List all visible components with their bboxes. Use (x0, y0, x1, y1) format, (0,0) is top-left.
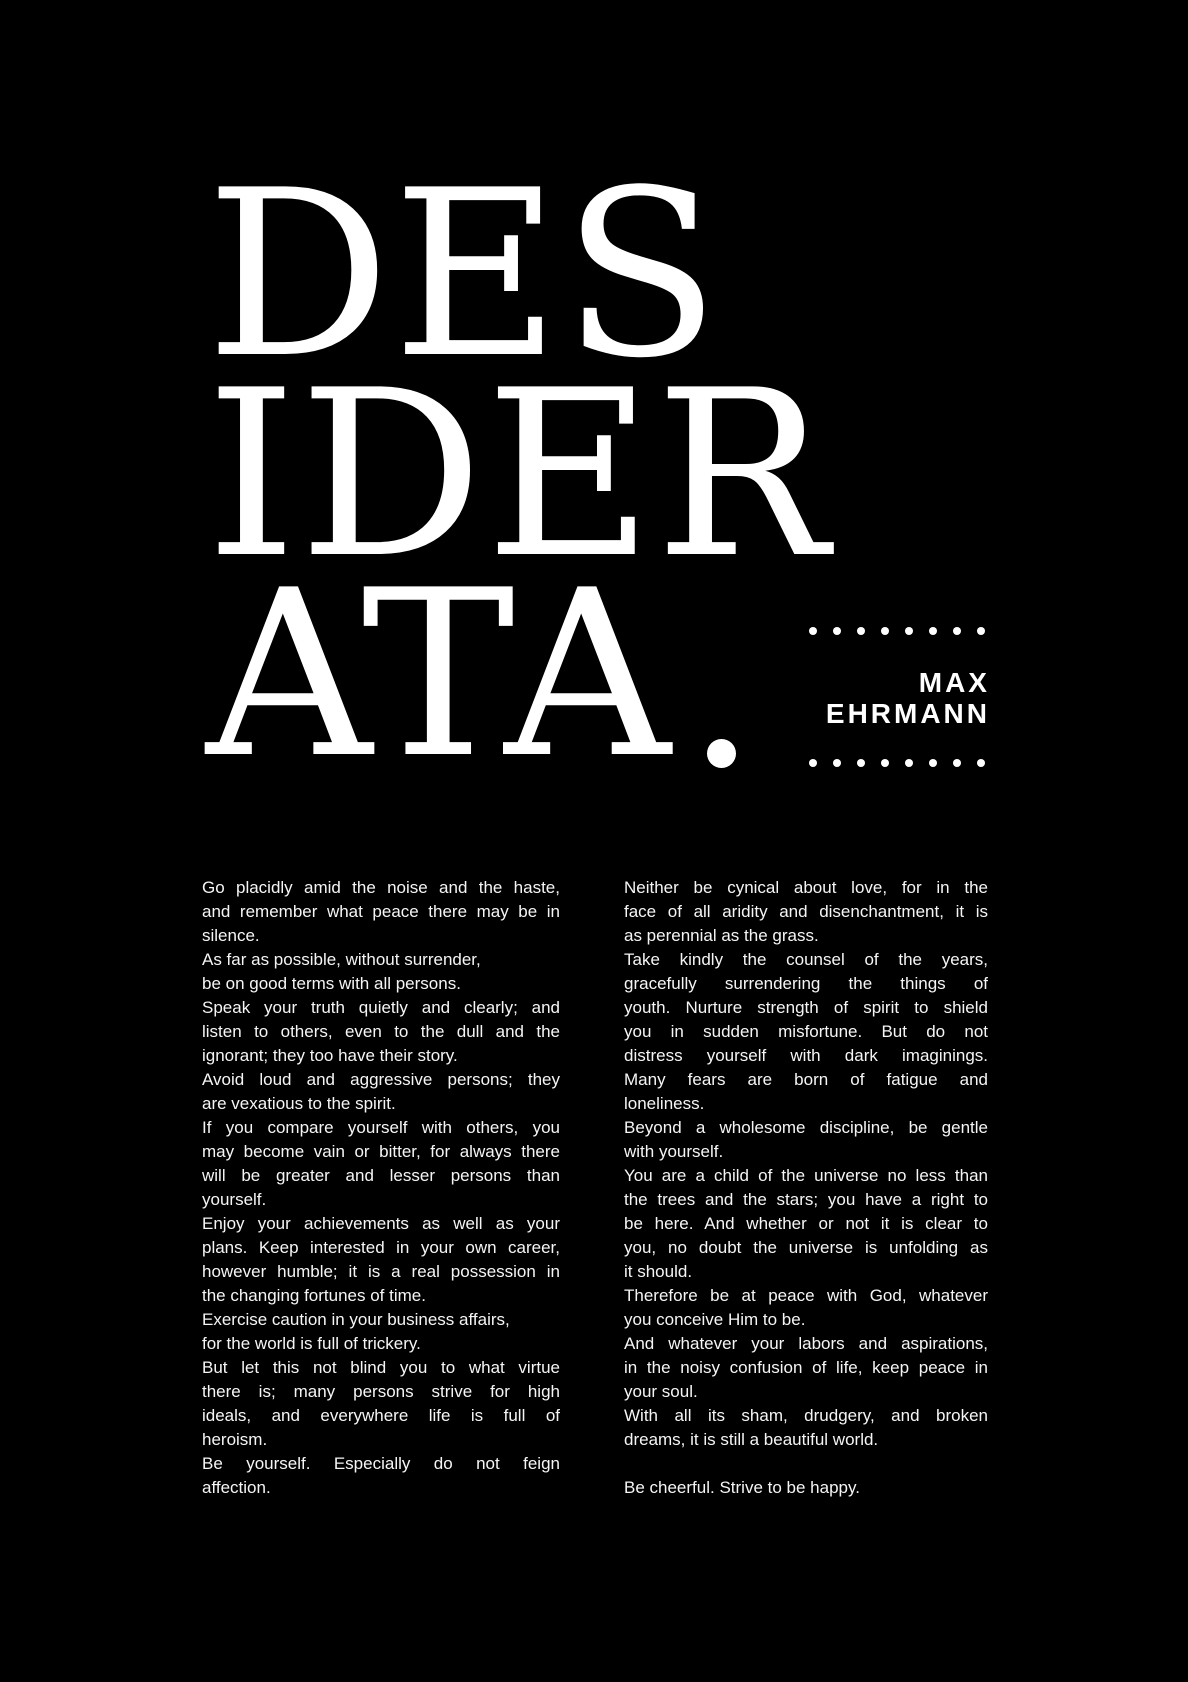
dot-row-bottom (809, 759, 985, 767)
poem-line: you conceive Him to be. (624, 1310, 806, 1329)
dot-icon (809, 627, 817, 635)
poem-line: Enjoy your achievements as well as your (202, 1214, 560, 1233)
dot-icon (857, 627, 865, 635)
poem-line: with yourself. (624, 1142, 724, 1161)
dot-icon (905, 759, 913, 767)
dot-icon (977, 627, 985, 635)
poem-line: Many fears are born of fatigue and (624, 1070, 988, 1089)
poem-line: face of all aridity and disenchantment, it is (624, 902, 988, 921)
title-line-3: ATA (206, 542, 673, 809)
poster-title (206, 142, 831, 809)
dot-icon (833, 627, 841, 635)
author-line-1: MAX (918, 667, 990, 698)
poem-line: With all its sham, drudgery, and broken (624, 1406, 988, 1425)
poem-line: Take kindly the counsel of the years, (624, 950, 988, 969)
poem-line: Go placidly amid the noise and the haste, (202, 878, 560, 897)
poem-line: will be greater and lesser persons than (202, 1166, 560, 1185)
poem-column-left (202, 876, 560, 1500)
author-line-2: EHRMANN (825, 698, 990, 729)
poem-line: are vexatious to the spirit. (202, 1094, 396, 1113)
poem-line: Avoid loud and aggressive persons; they (202, 1070, 560, 1089)
poem-line: you in sudden misfortune. But do not (624, 1022, 988, 1041)
poem-line: it should. (624, 1262, 693, 1281)
dot-icon (929, 759, 937, 767)
dot-icon (857, 759, 865, 767)
title-period-dot (707, 739, 736, 768)
dot-icon (833, 759, 841, 767)
poem-line: the trees and the stars; you have a right to (624, 1190, 988, 1209)
poem-line: ideals, and everywhere life is full of (202, 1406, 560, 1425)
poem-line: You are a child of the universe no less than (624, 1166, 988, 1185)
poem-line-spacer (624, 1452, 988, 1476)
dot-icon (881, 759, 889, 767)
poem-line: as perennial as the grass. (624, 926, 819, 945)
dot-row-top (809, 627, 985, 635)
poem-line: dreams, it is still a beautiful world. (624, 1430, 879, 1449)
poem-line: gracefully surrendering the things of (624, 974, 988, 993)
dot-icon (953, 759, 961, 767)
poem-line: the changing fortunes of time. (202, 1286, 426, 1305)
poem-line: for the world is full of trickery. (202, 1334, 421, 1353)
dot-icon (953, 627, 961, 635)
poem-line: Speak your truth quietly and clearly; and (202, 998, 560, 1017)
title-line-2: IDER (206, 342, 831, 609)
dot-icon (977, 759, 985, 767)
poem-line: plans. Keep interested in your own career, (202, 1238, 560, 1257)
poem-line: your soul. (624, 1382, 698, 1401)
poem-line: But let this not blind you to what virtue (202, 1358, 560, 1377)
poem-line: loneliness. (624, 1094, 705, 1113)
poem-line: Neither be cynical about love, for in the (624, 878, 988, 897)
poem-line: Be yourself. Especially do not feign (202, 1454, 560, 1473)
poem-line: affection. (202, 1478, 271, 1497)
poem-line: be here. And whether or not it is clear to (624, 1214, 988, 1233)
title-line-1: DES (206, 142, 722, 409)
poem-line: yourself. (202, 1190, 267, 1209)
dot-icon (929, 627, 937, 635)
poem-line: you, no doubt the universe is unfolding as (624, 1238, 988, 1257)
poem-line: Exercise caution in your business affairs, (202, 1310, 510, 1329)
poem-line: Beyond a wholesome discipline, be gentle (624, 1118, 988, 1137)
poem-line: may become vain or bitter, for always there (202, 1142, 560, 1161)
poem-line: And whatever your labors and aspirations, (624, 1334, 988, 1353)
poem-line: silence. (202, 926, 260, 945)
poem-line: in the noisy confusion of life, keep peace in (624, 1358, 988, 1377)
poem-line: If you compare yourself with others, you (202, 1118, 560, 1137)
author-name (826, 667, 990, 729)
poem-line: there is; many persons strive for high (202, 1382, 560, 1401)
poem-line: however humble; it is a real possession in (202, 1262, 560, 1281)
poem-line: ignorant; they too have their story. (202, 1046, 458, 1065)
poem-line: be on good terms with all persons. (202, 974, 461, 993)
poem-line: youth. Nurture strength of spirit to shield (624, 998, 988, 1017)
poem-line: Be cheerful. Strive to be happy. (624, 1478, 860, 1497)
dot-icon (905, 627, 913, 635)
poem-line: and remember what peace there may be in (202, 902, 560, 921)
poem-line: heroism. (202, 1430, 268, 1449)
poem-line: As far as possible, without surrender, (202, 950, 481, 969)
poem-line: Therefore be at peace with God, whatever (624, 1286, 988, 1305)
poem-column-right (624, 876, 988, 1500)
poem-line: distress yourself with dark imaginings. (624, 1046, 988, 1065)
poem-line: listen to others, even to the dull and the (202, 1022, 560, 1041)
dot-icon (881, 627, 889, 635)
dot-icon (809, 759, 817, 767)
